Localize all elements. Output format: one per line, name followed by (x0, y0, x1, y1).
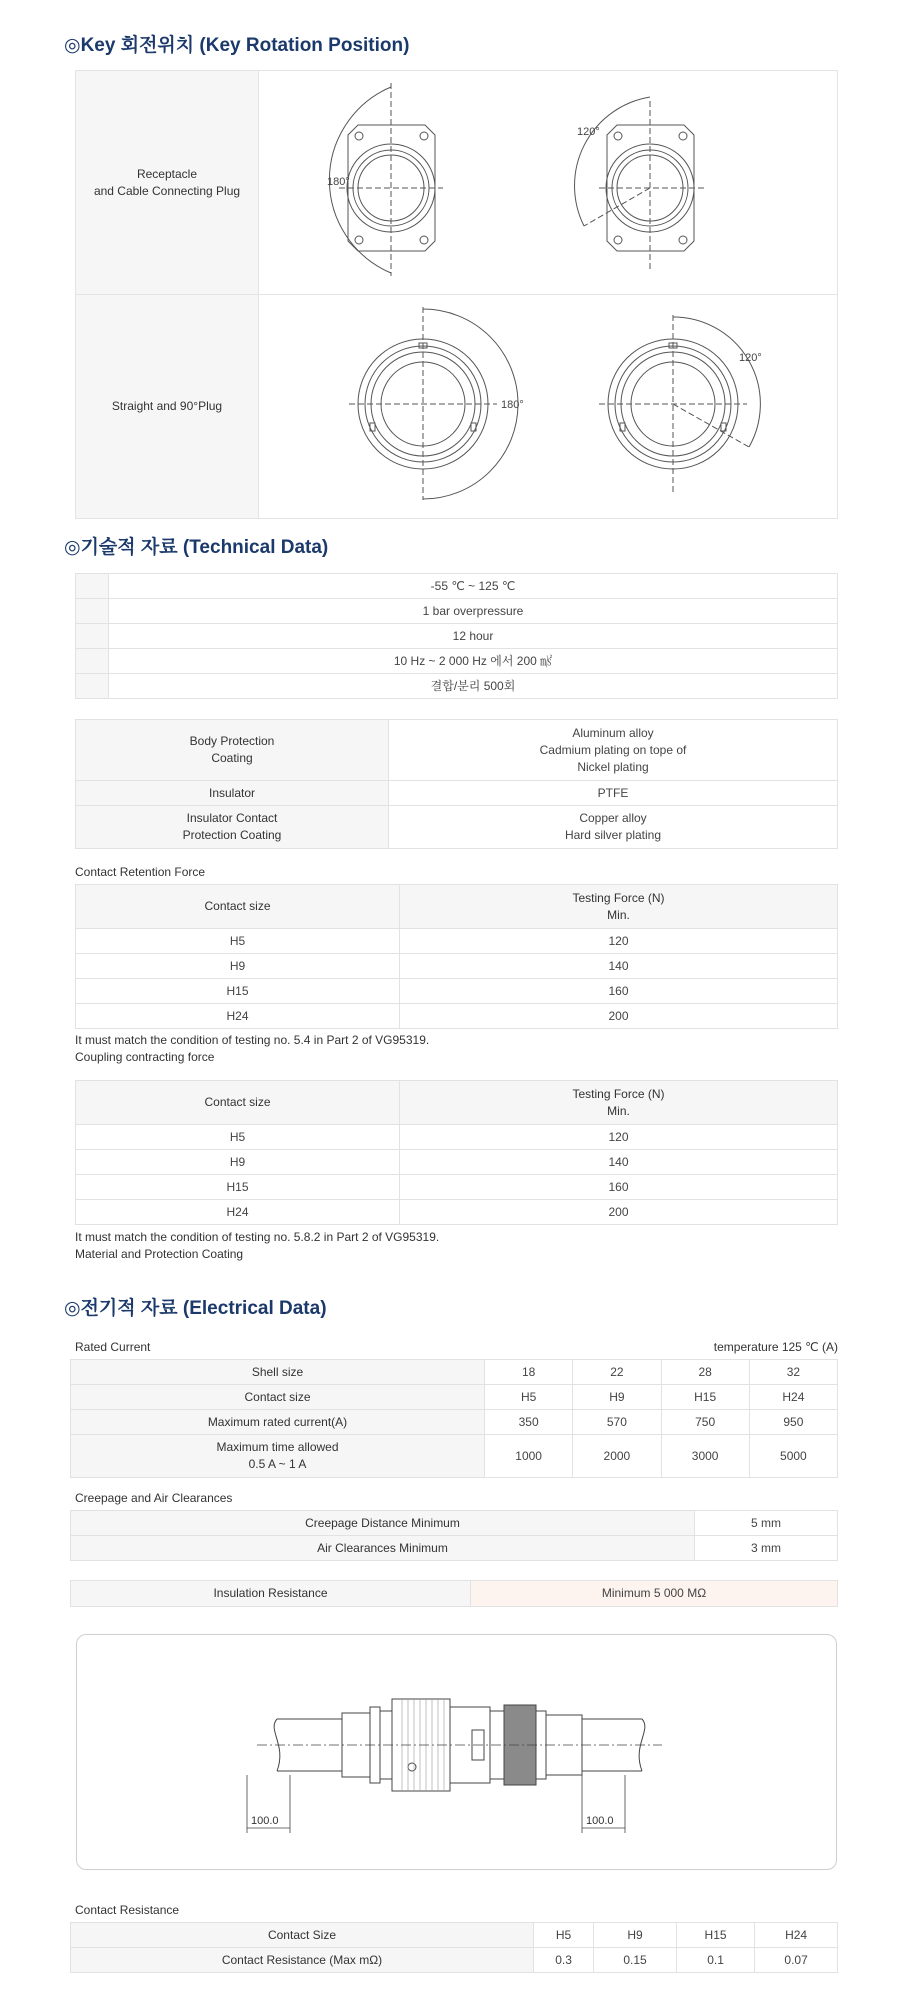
materials-table (75, 719, 838, 849)
rated-cell: 2000 (573, 1435, 661, 1478)
table-header: H24 (755, 1923, 838, 1948)
table-cell: 0.1 (676, 1948, 754, 1973)
table-header: H5 (534, 1923, 594, 1948)
rated-cell: 32 (749, 1360, 837, 1385)
creepage-label: Air Clearances Minimum (71, 1536, 695, 1561)
table-cell: H5 (76, 1125, 400, 1150)
rated-cell: H9 (573, 1385, 661, 1410)
table-cell: H24 (76, 1200, 400, 1225)
coupling-table (75, 1080, 838, 1225)
table-cell: H9 (76, 1150, 400, 1175)
rated-cell: 3000 (661, 1435, 749, 1478)
table-cell: H24 (76, 1004, 400, 1029)
angle-label: 180° (501, 399, 524, 411)
table-header: Contact size (76, 1081, 400, 1125)
rated-cell: H5 (485, 1385, 573, 1410)
table-cell: 160 (400, 979, 838, 1004)
table-cell: 140 (400, 1150, 838, 1175)
key-rotation-title: ◎Key 회전위치 (Key Rotation Position) (64, 35, 410, 56)
connector-diagram-box (76, 1634, 837, 1870)
technical-data-title: ◎기술적 자료 (Technical Data) (64, 537, 329, 558)
creepage-title: Creepage and Air Clearances (75, 1491, 233, 1505)
electrical-data-title: ◎전기적 자료 (Electrical Data) (64, 1298, 327, 1319)
creepage-value: 5 mm (695, 1511, 838, 1536)
material-value: Aluminum alloy Cadmium plating on tope of Nickel plating (389, 720, 838, 781)
table-header: H15 (676, 1923, 754, 1948)
key-rotation-table (75, 70, 838, 519)
dimension-label: 100.0 (586, 1815, 614, 1827)
angle-label: 120° (577, 126, 600, 138)
material-label: Insulator (76, 781, 389, 806)
table-cell: H15 (76, 1175, 400, 1200)
table-cell: 200 (400, 1004, 838, 1029)
creepage-label: Creepage Distance Minimum (71, 1511, 695, 1536)
coupling-note: It must match the condition of testing no. 5.8.2 in Part 2 of VG95319. Material and Protection Coating (75, 1230, 440, 1261)
table-cell: 0.15 (594, 1948, 677, 1973)
table-header: Contact size (76, 885, 400, 929)
table-cell: 0.3 (534, 1948, 594, 1973)
tech-value: -55 ℃ ~ 125 ℃ (109, 574, 838, 599)
rated-current-table (70, 1359, 838, 1478)
rated-cell: 750 (661, 1410, 749, 1435)
table-cell: H9 (76, 954, 400, 979)
retention-title: Contact Retention Force (75, 865, 206, 879)
rated-label: Maximum rated current(A) (71, 1410, 485, 1435)
table-cell: 120 (400, 1125, 838, 1150)
table-cell: 140 (400, 954, 838, 979)
insulation-label: Insulation Resistance (71, 1581, 471, 1607)
retention-note: It must match the condition of testing no. 5.4 in Part 2 of VG95319. Coupling contracting force (75, 1033, 430, 1064)
table-cell: H15 (76, 979, 400, 1004)
rated-cell: 570 (573, 1410, 661, 1435)
creepage-table (70, 1510, 838, 1561)
material-label: Body Protection Coating (76, 720, 389, 781)
table-cell: 120 (400, 929, 838, 954)
contact-resistance-title: Contact Resistance (75, 1903, 180, 1917)
rated-cell: 950 (749, 1410, 837, 1435)
contact-resistance-label: Contact Resistance (Max mΩ) (71, 1948, 534, 1973)
receptacle-key-diagram (259, 71, 837, 289)
rated-label: Maximum time allowed 0.5 A ~ 1 A (71, 1435, 485, 1478)
table-cell: 200 (400, 1200, 838, 1225)
rated-cell: 5000 (749, 1435, 837, 1478)
retention-table (75, 884, 838, 1029)
rated-cell: H24 (749, 1385, 837, 1410)
rated-cell: 1000 (485, 1435, 573, 1478)
table-header: Testing Force (N) Min. (400, 1081, 838, 1125)
table-header: H9 (594, 1923, 677, 1948)
angle-label: 180° (327, 176, 350, 188)
rated-label: Shell size (71, 1360, 485, 1385)
plug-key-diagram (259, 295, 837, 513)
tech-value: 12 hour (109, 624, 838, 649)
contact-resistance-table (70, 1922, 838, 1973)
table-header: Testing Force (N) Min. (400, 885, 838, 929)
table-cell: 160 (400, 1175, 838, 1200)
creepage-value: 3 mm (695, 1536, 838, 1561)
material-label: Insulator Contact Protection Coating (76, 806, 389, 849)
dimension-label: 100.0 (251, 1815, 279, 1827)
rated-temperature: temperature 125 ℃ (A) (713, 1340, 838, 1354)
key-row-label: Receptacle and Cable Connecting Plug (76, 71, 259, 295)
table-cell: 0.07 (755, 1948, 838, 1973)
insulation-table (70, 1580, 838, 1607)
rated-current-title: Rated Current (75, 1340, 151, 1354)
rated-cell: 22 (573, 1360, 661, 1385)
tech-value: 결합/분리 500회 (109, 674, 838, 699)
angle-label: 120° (739, 352, 762, 364)
rated-cell: 28 (661, 1360, 749, 1385)
material-value: Copper alloy Hard silver plating (389, 806, 838, 849)
table-header: Contact Size (71, 1923, 534, 1948)
tech-value: 10 Hz ~ 2 000 Hz 에서 200 ㎨ (109, 649, 838, 674)
rated-label: Contact size (71, 1385, 485, 1410)
key-row-label: Straight and 90°Plug (76, 295, 259, 519)
rated-cell: 18 (485, 1360, 573, 1385)
rated-cell: H15 (661, 1385, 749, 1410)
tech-value: 1 bar overpressure (109, 599, 838, 624)
material-value: PTFE (389, 781, 838, 806)
table-cell: H5 (76, 929, 400, 954)
rated-cell: 350 (485, 1410, 573, 1435)
connector-drawing (77, 1635, 838, 1871)
tech-list-table (75, 573, 838, 699)
insulation-value: Minimum 5 000 MΩ (471, 1581, 838, 1607)
